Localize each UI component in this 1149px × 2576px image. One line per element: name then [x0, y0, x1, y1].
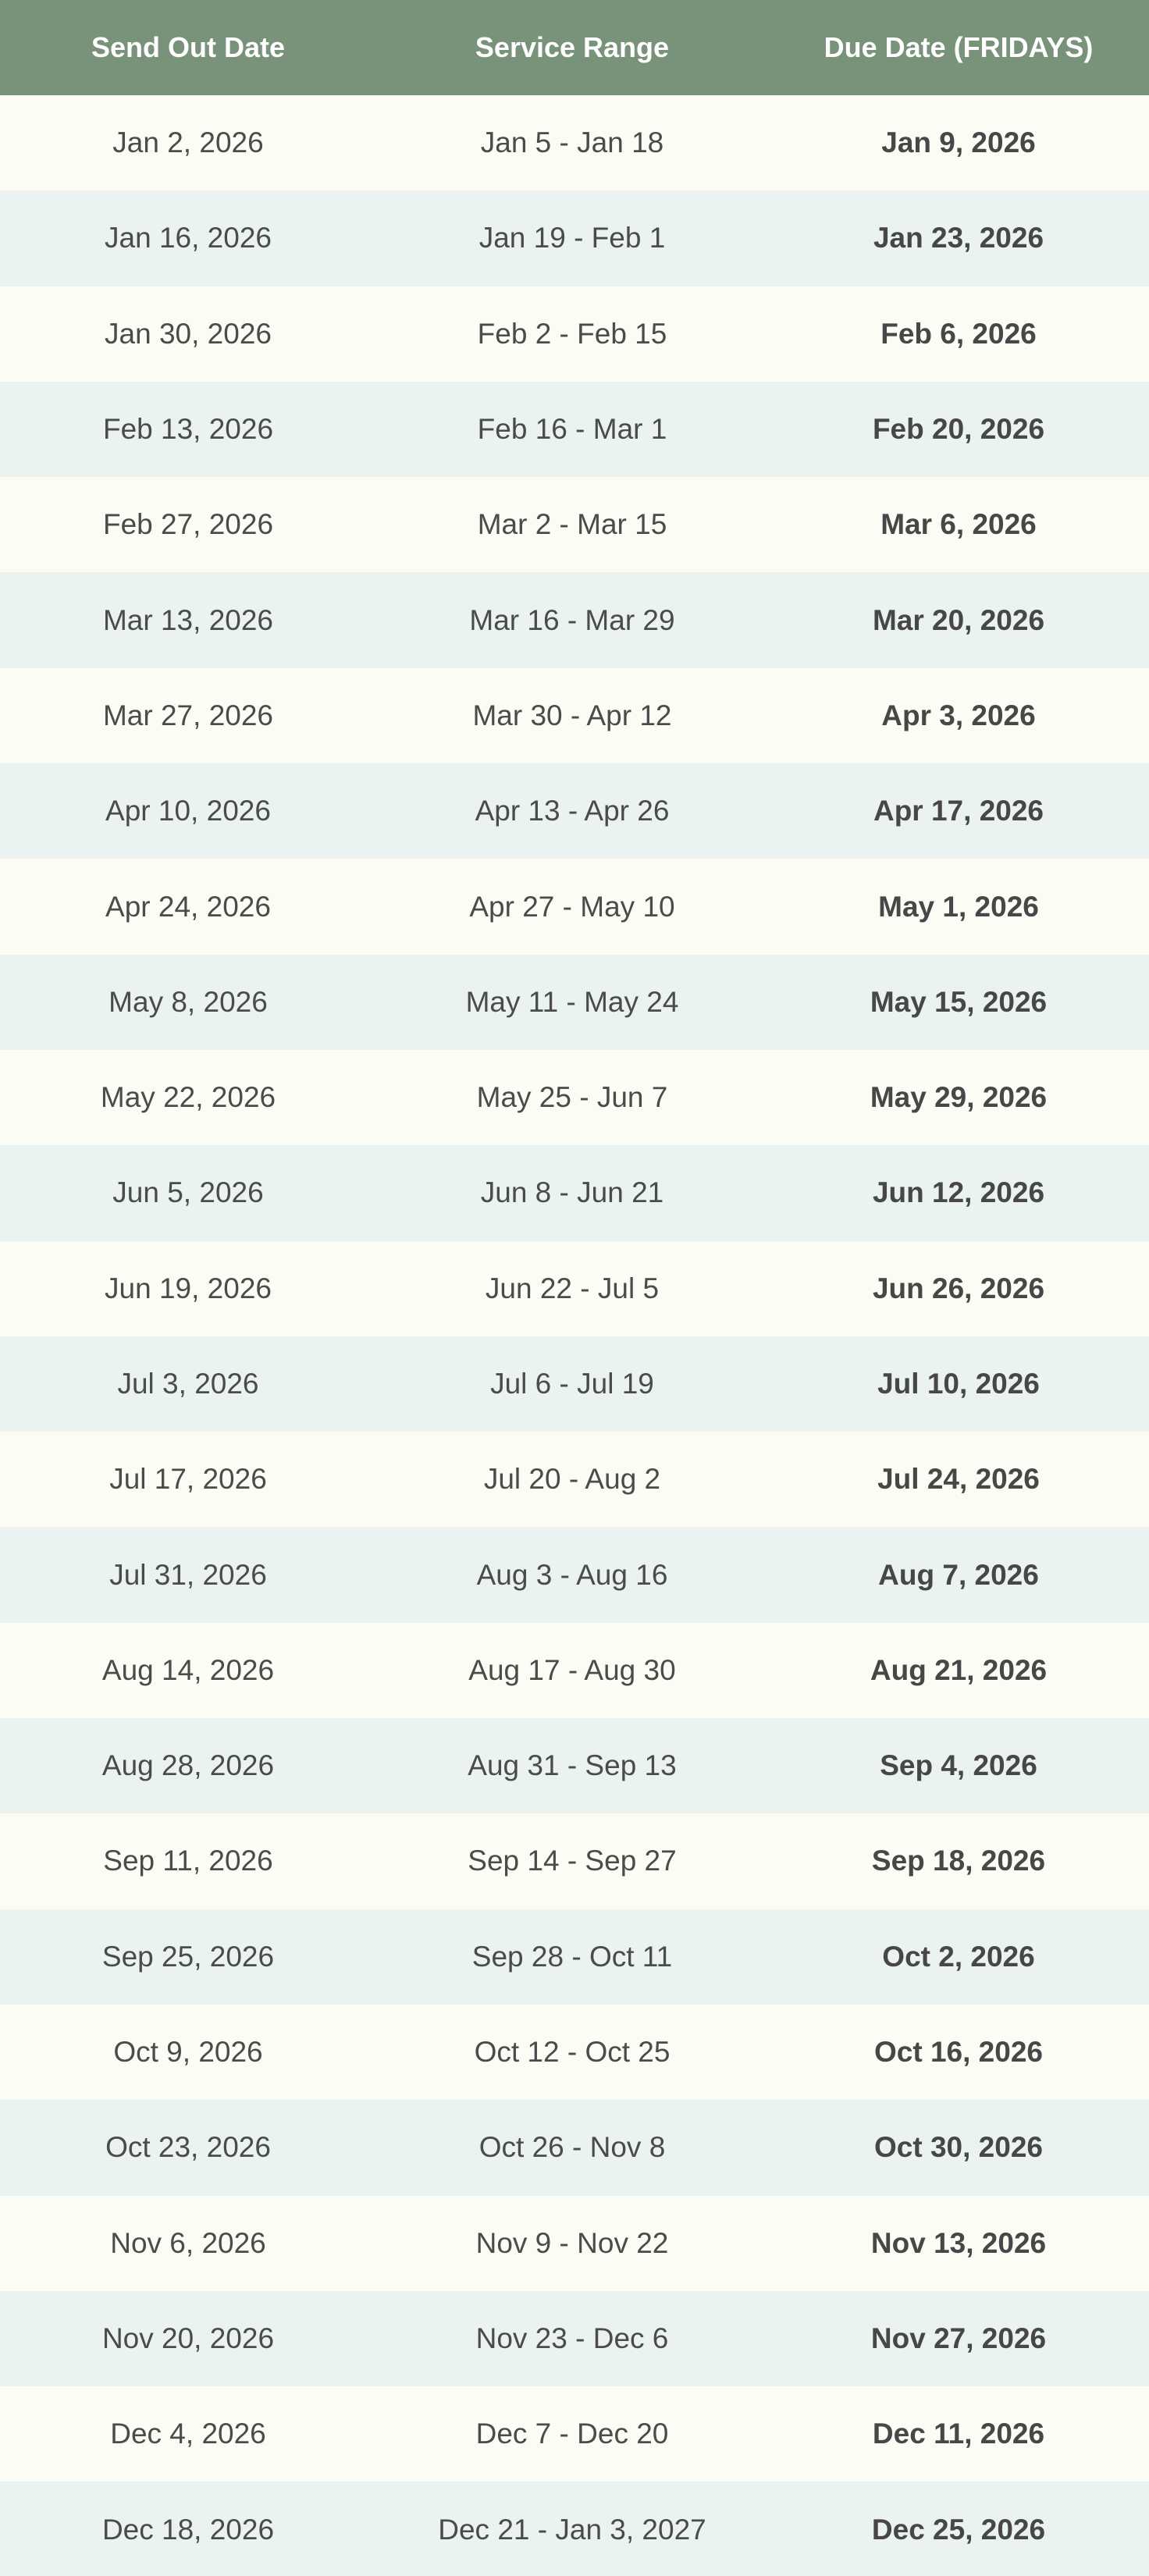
- send-out-date-cell: Jul 3, 2026: [117, 1368, 259, 1400]
- table-row: [0, 2291, 1149, 2386]
- table-row: [0, 1336, 1149, 1432]
- service-range-cell: Sep 28 - Oct 11: [471, 1940, 673, 1973]
- table-row: [0, 955, 1149, 1050]
- send-out-date-cell: Mar 27, 2026: [102, 699, 274, 731]
- send-out-date-cell: Dec 18, 2026: [101, 2513, 275, 2546]
- send-out-date-cell: May 8, 2026: [108, 985, 268, 1018]
- service-range-cell: Jun 22 - Jul 5: [485, 1272, 660, 1304]
- service-range-cell: Dec 21 - Jan 3, 2027: [438, 2513, 706, 2546]
- service-range-cell: Aug 3 - Aug 16: [476, 1558, 668, 1591]
- send-out-date-cell: Dec 4, 2026: [110, 2418, 266, 2450]
- service-range-cell: Feb 16 - Mar 1: [477, 413, 667, 446]
- due-date-cell: Dec 25, 2026: [871, 2513, 1046, 2546]
- table-row: [0, 2100, 1149, 2195]
- due-date-cell: Jan 9, 2026: [881, 126, 1036, 159]
- due-date-cell: Dec 11, 2026: [872, 2418, 1045, 2450]
- due-date-cell: Jun 26, 2026: [872, 1272, 1045, 1304]
- send-out-date-cell: Mar 13, 2026: [102, 603, 274, 636]
- service-range-cell: Mar 16 - Mar 29: [469, 603, 675, 636]
- due-date-cell: May 29, 2026: [870, 1081, 1048, 1114]
- table-row: [0, 382, 1149, 477]
- send-out-date-cell: Sep 11, 2026: [103, 1845, 273, 1877]
- service-range-cell: Jun 8 - Jun 21: [480, 1176, 664, 1209]
- due-date-cell: Sep 18, 2026: [871, 1845, 1046, 1877]
- due-date-cell: Apr 17, 2026: [873, 795, 1044, 827]
- table-row: [0, 572, 1149, 667]
- send-out-date-cell: May 22, 2026: [100, 1081, 276, 1114]
- table-row: [0, 1050, 1149, 1145]
- due-date-cell: Apr 3, 2026: [881, 699, 1036, 731]
- due-date-cell: Nov 27, 2026: [870, 2322, 1047, 2354]
- send-out-date-cell: Feb 27, 2026: [102, 508, 274, 541]
- service-range-cell: Oct 12 - Oct 25: [474, 2036, 671, 2069]
- service-range-cell: Aug 31 - Sep 13: [468, 1749, 677, 1782]
- table-row: [0, 2196, 1149, 2291]
- send-out-date-cell: Jan 2, 2026: [112, 126, 264, 159]
- service-range-cell: Dec 7 - Dec 20: [475, 2418, 669, 2450]
- service-range-cell: Jan 19 - Feb 1: [478, 222, 666, 254]
- due-date-cell: Oct 16, 2026: [874, 2036, 1043, 2069]
- header-due-date: Due Date (FRIDAYS): [824, 31, 1094, 63]
- due-date-cell: Feb 6, 2026: [880, 317, 1037, 350]
- service-range-cell: Sep 14 - Sep 27: [468, 1845, 677, 1877]
- service-range-cell: Jul 6 - Jul 19: [490, 1368, 654, 1400]
- table-row: [0, 477, 1149, 572]
- service-range-cell: May 25 - Jun 7: [476, 1081, 668, 1114]
- due-date-cell: May 15, 2026: [870, 985, 1048, 1018]
- table-header-row: [0, 0, 1149, 95]
- send-out-date-cell: Jun 19, 2026: [105, 1272, 272, 1304]
- send-out-date-cell: Jan 30, 2026: [105, 317, 272, 350]
- table-row: [0, 95, 1149, 190]
- table-row: [0, 1909, 1149, 2005]
- table-row: [0, 763, 1149, 859]
- table-row: [0, 668, 1149, 763]
- table-body: [0, 95, 1149, 2576]
- due-date-cell: Oct 2, 2026: [882, 1940, 1035, 1973]
- send-out-date-cell: Jul 31, 2026: [109, 1558, 267, 1591]
- send-out-date-cell: Apr 10, 2026: [105, 795, 271, 827]
- table-row: [0, 1241, 1149, 1336]
- due-date-cell: Sep 4, 2026: [880, 1749, 1037, 1782]
- send-out-date-cell: Oct 23, 2026: [105, 2131, 271, 2164]
- send-out-date-cell: Sep 25, 2026: [101, 1940, 275, 1973]
- service-range-cell: Oct 26 - Nov 8: [478, 2131, 666, 2164]
- due-date-cell: Jul 24, 2026: [877, 1463, 1040, 1496]
- service-range-cell: Jul 20 - Aug 2: [483, 1463, 661, 1496]
- service-range-cell: Apr 27 - May 10: [469, 890, 675, 923]
- table-row: [0, 2005, 1149, 2100]
- send-out-date-cell: Aug 14, 2026: [101, 1653, 275, 1686]
- header-send-out-date: Send Out Date: [91, 31, 286, 63]
- send-out-date-cell: Nov 6, 2026: [110, 2226, 266, 2259]
- send-out-date-cell: Apr 24, 2026: [105, 890, 271, 923]
- table-row: [0, 1527, 1149, 1622]
- table-row: [0, 1623, 1149, 1718]
- due-date-cell: Mar 20, 2026: [872, 603, 1045, 636]
- service-range-cell: Jan 5 - Jan 18: [480, 126, 664, 159]
- send-out-date-cell: Feb 13, 2026: [102, 413, 274, 446]
- due-date-cell: Feb 20, 2026: [872, 413, 1045, 446]
- due-date-cell: Jul 10, 2026: [877, 1368, 1040, 1400]
- table-row: [0, 2386, 1149, 2482]
- due-date-cell: May 1, 2026: [878, 890, 1039, 923]
- send-out-date-cell: Aug 28, 2026: [101, 1749, 275, 1782]
- due-date-cell: Aug 21, 2026: [870, 1653, 1048, 1686]
- table-row: [0, 286, 1149, 382]
- service-range-cell: Mar 30 - Apr 12: [472, 699, 672, 731]
- service-range-cell: Apr 13 - Apr 26: [475, 795, 670, 827]
- service-range-cell: Feb 2 - Feb 15: [477, 317, 667, 350]
- due-date-cell: Nov 13, 2026: [870, 2226, 1047, 2259]
- table-row: [0, 1813, 1149, 1909]
- service-range-cell: Mar 2 - Mar 15: [477, 508, 667, 541]
- table-row: [0, 859, 1149, 954]
- send-out-date-cell: Jan 16, 2026: [105, 222, 272, 254]
- send-out-date-cell: Jul 17, 2026: [109, 1463, 267, 1496]
- service-range-cell: Nov 9 - Nov 22: [475, 2226, 669, 2259]
- send-out-date-cell: Oct 9, 2026: [113, 2036, 263, 2069]
- service-range-cell: Aug 17 - Aug 30: [468, 1653, 676, 1686]
- header-service-range: Service Range: [475, 31, 670, 63]
- send-out-date-cell: Nov 20, 2026: [101, 2322, 275, 2354]
- table-row: [0, 190, 1149, 286]
- due-date-cell: Jun 12, 2026: [872, 1176, 1045, 1209]
- table-row: [0, 1718, 1149, 1813]
- due-date-cell: Jan 23, 2026: [873, 222, 1044, 254]
- due-date-cell: Oct 30, 2026: [874, 2131, 1043, 2164]
- send-out-date-cell: Jun 5, 2026: [112, 1176, 264, 1209]
- service-range-cell: Nov 23 - Dec 6: [475, 2322, 669, 2354]
- due-date-cell: Aug 7, 2026: [878, 1558, 1039, 1591]
- table-row: [0, 1432, 1149, 1527]
- table-row: [0, 1145, 1149, 1240]
- service-range-cell: May 11 - May 24: [465, 985, 679, 1018]
- table-row: [0, 2482, 1149, 2576]
- due-date-cell: Mar 6, 2026: [880, 508, 1037, 541]
